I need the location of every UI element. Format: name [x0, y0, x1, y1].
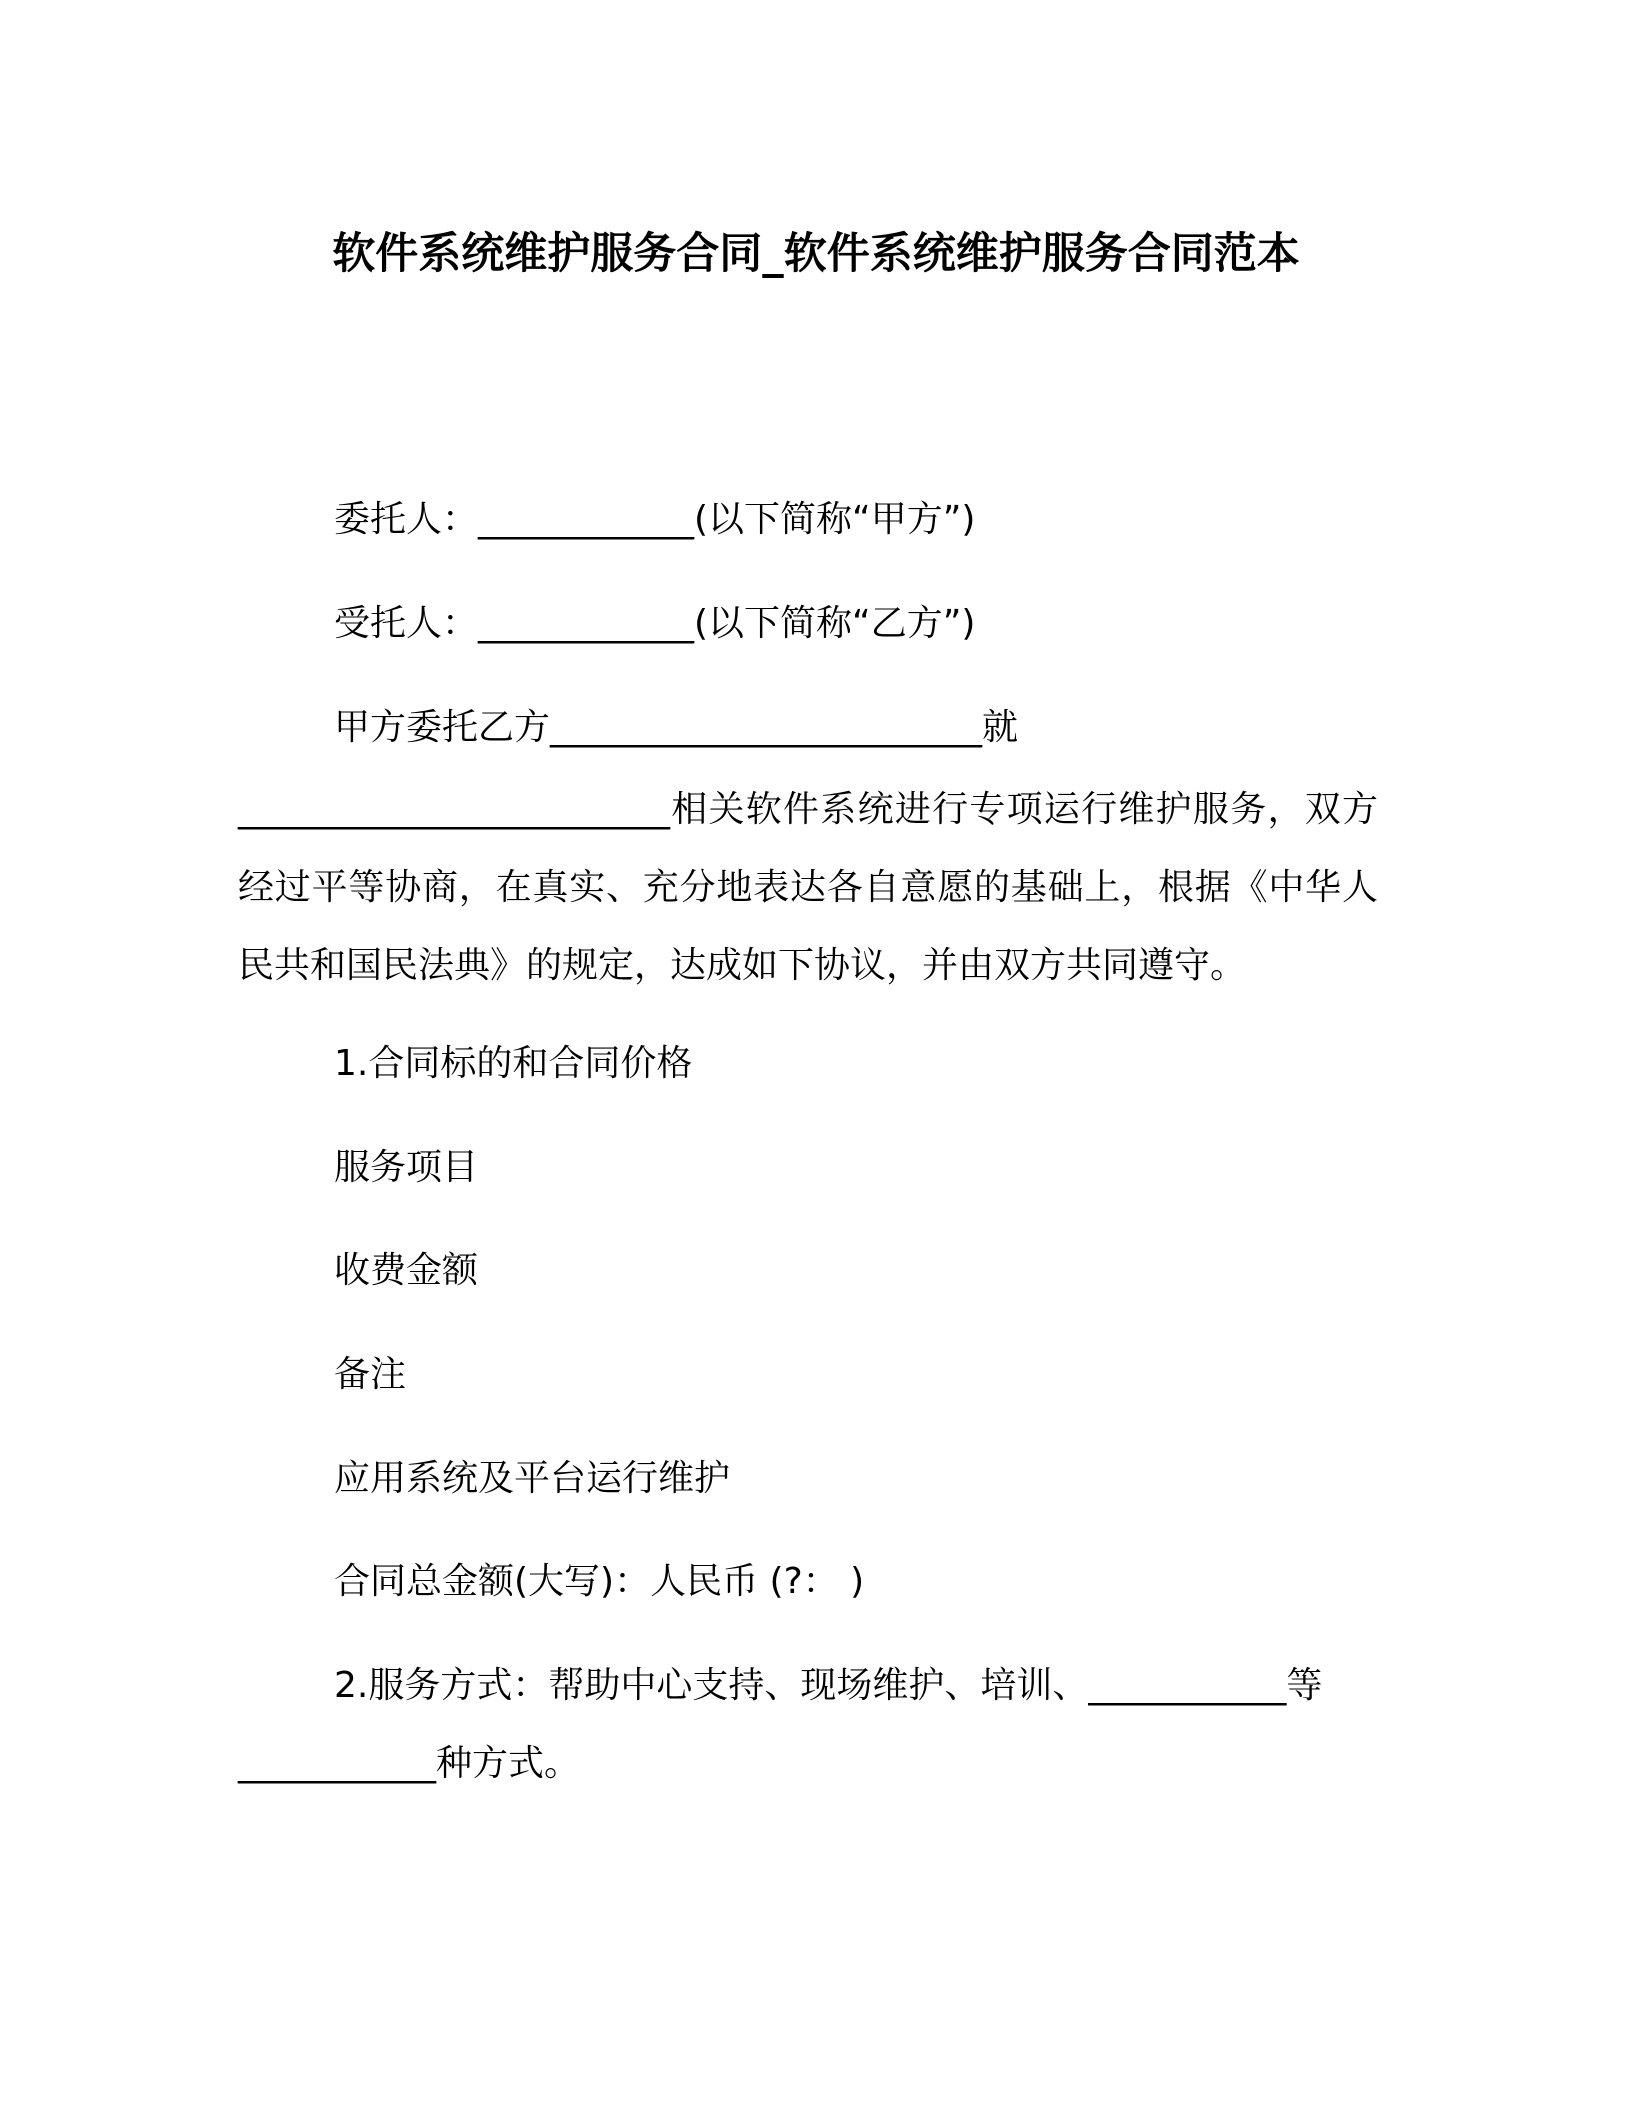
document-title: 软件系统维护服务合同_软件系统维护服务合同范本 [332, 229, 1300, 279]
section-2-line: 2.服务方式：帮助中心支持、现场维护、培训、___________等 [334, 1665, 1323, 1706]
section-1-heading: 1.合同标的和合同价格 [334, 1043, 693, 1084]
fee-amount-label: 收费金额 [334, 1250, 479, 1291]
section-2-continuation: ___________种方式。 [238, 1743, 581, 1784]
preamble-first-line: 甲方委托乙方________________________就 [334, 707, 1019, 748]
remarks-label: 备注 [334, 1354, 407, 1395]
preamble-paragraph: ________________________相关软件系统进行专项运行维护服务，双方经过平等协商，在真实、充分地表达各自意愿的基础上，根据《中华人民共和国民法典》的规定，达成如下协议，并由双方共同遵守。 [238, 789, 1378, 986]
contractor-line: 受托人：____________(以下简称“乙方”) [334, 603, 976, 644]
service-item-label: 服务项目 [334, 1147, 479, 1188]
total-amount-line: 合同总金额(大写)：人民币 (?： ) [334, 1561, 865, 1602]
maintenance-item: 应用系统及平台运行维护 [334, 1458, 731, 1499]
client-line: 委托人：____________(以下简称“甲方”) [334, 499, 976, 540]
